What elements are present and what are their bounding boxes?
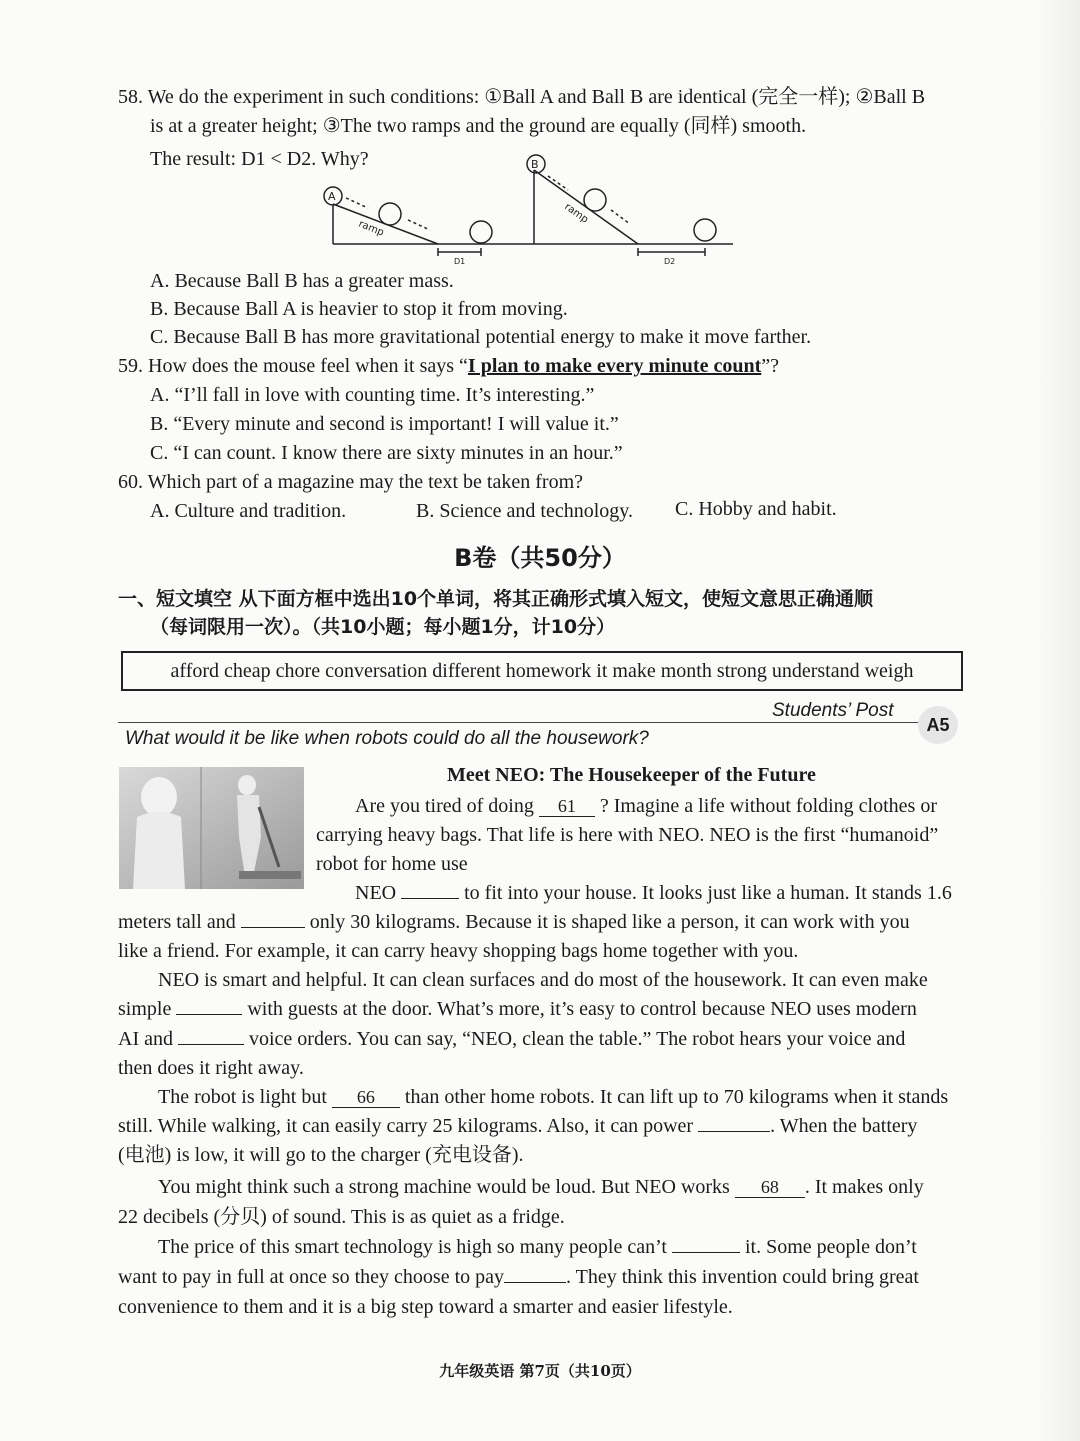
q60-option-b: B. Science and technology.: [416, 500, 633, 522]
blank-65: [178, 1044, 244, 1045]
q60-stem: 60. Which part of a magazine may the text be taken from?: [118, 471, 583, 493]
section-badge: A5: [918, 706, 958, 744]
blank-62: [401, 898, 459, 899]
article-line: simple with guests at the door. What’s more, it’s easy to control because NEO uses modern: [118, 998, 917, 1020]
ramp-label-a: ramp: [356, 218, 386, 239]
d2-label: D2: [664, 257, 676, 266]
article-line: (电池) is low, it will go to the charger (充电设备).: [118, 1144, 524, 1166]
article-line: NEO is smart and helpful. It can clean surfaces and do most of the housework. It can even make: [158, 969, 928, 991]
q58-line3: The result: D1 < D2. Why?: [150, 148, 369, 170]
post-label: Students’ Post: [772, 700, 894, 721]
blank-67: [698, 1131, 770, 1132]
q58-line2: is at a greater height; ③The two ramps and the ground are equally (同样) smooth.: [150, 115, 807, 137]
article-line: You might think such a strong machine would be loud. But NEO works 68 . It makes only: [158, 1176, 924, 1198]
post-divider: [118, 722, 918, 723]
blank-68: 68: [735, 1177, 805, 1198]
page-footer: 九年级英语 第7页（共10页）: [439, 1362, 641, 1380]
q58-line1: 58. We do the experiment in such conditions: ①Ball A and Ball B are identical (完全一样); ②Ball B: [118, 86, 926, 108]
robot-photo: [119, 767, 304, 889]
article-line: AI and voice orders. You can say, “NEO, clean the table.” The robot hears your voice and: [118, 1028, 906, 1050]
article-line: like a friend. For example, it can carry heavy shopping bags home together with you.: [118, 940, 799, 962]
section-b-title: B卷（共50分）: [454, 544, 626, 572]
blank-64: [176, 1014, 242, 1015]
page-edge-shadow: [1034, 0, 1080, 1441]
article-line: Are you tired of doing 61 ? Imagine a life without folding clothes or: [355, 795, 937, 817]
post-subtitle: What would it be like when robots could do all the housework?: [125, 728, 649, 749]
blank-69: [672, 1252, 740, 1253]
article-title: Meet NEO: The Housekeeper of the Future: [447, 764, 816, 786]
label-b: B: [531, 158, 539, 171]
article-line: want to pay in full at once so they choose to pay . They think this invention could bring great: [118, 1266, 919, 1288]
article-line: carrying heavy bags. That life is here with NEO. NEO is the first “humanoid”: [316, 824, 939, 846]
article-line: robot for home use: [316, 853, 468, 875]
article-line: 22 decibels (分贝) of sound. This is as quiet as a fridge.: [118, 1206, 565, 1228]
article-line: NEO to fit into your house. It looks just like a human. It stands 1.6: [355, 882, 952, 904]
ramp-experiment-diagram: [318, 152, 748, 268]
article-line: The robot is light but 66 than other home robots. It can lift up to 70 kilograms when it stands: [158, 1086, 949, 1108]
blank-63: [241, 927, 305, 928]
blank-66: 66: [332, 1087, 400, 1108]
blank-70: [504, 1282, 566, 1283]
ramp-label-b: ramp: [562, 201, 591, 226]
q58-option-b: B. Because Ball A is heavier to stop it from moving.: [150, 298, 568, 320]
article-line: The price of this smart technology is high so many people can’t it. Some people don’t: [158, 1236, 917, 1258]
q59-option-c: C. “I can count. I know there are sixty minutes in an hour.”: [150, 442, 623, 464]
q58-option-a: A. Because Ball B has a greater mass.: [150, 270, 454, 292]
q60-option-a: A. Culture and tradition.: [150, 500, 347, 522]
d1-label: D1: [454, 257, 466, 266]
section-b-instruction-1: 一、短文填空 从下面方框中选出10个单词，将其正确形式填入短文，使短文意思正确通顺: [118, 588, 874, 610]
article-line: then does it right away.: [118, 1057, 304, 1079]
article-line: convenience to them and it is a big step toward a smarter and easier lifestyle.: [118, 1296, 733, 1318]
q59-quote: I plan to make every minute count: [467, 355, 762, 377]
section-b-instruction-2: （每词限用一次）。（共10小题；每小题1分，计10分）: [150, 616, 616, 638]
word-box: afford cheap chore conversation different homework it make month strong understand weigh: [121, 651, 963, 691]
article-line: still. While walking, it can easily carry 25 kilograms. Also, it can power . When the battery: [118, 1115, 918, 1137]
label-a: A: [328, 190, 336, 203]
q58-option-c: C. Because Ball B has more gravitational potential energy to make it move farther.: [150, 326, 812, 348]
q59-stem: 59. How does the mouse feel when it says “I plan to make every minute count”?: [118, 355, 780, 377]
blank-61: 61: [539, 796, 595, 817]
article-line: meters tall and only 30 kilograms. Because it is shaped like a person, it can work with you: [118, 911, 910, 933]
q60-option-c: C. Hobby and habit.: [675, 498, 837, 520]
q59-option-b: B. “Every minute and second is important! I will value it.”: [150, 413, 619, 435]
q59-option-a: A. “I’ll fall in love with counting time. It’s interesting.”: [150, 384, 595, 406]
